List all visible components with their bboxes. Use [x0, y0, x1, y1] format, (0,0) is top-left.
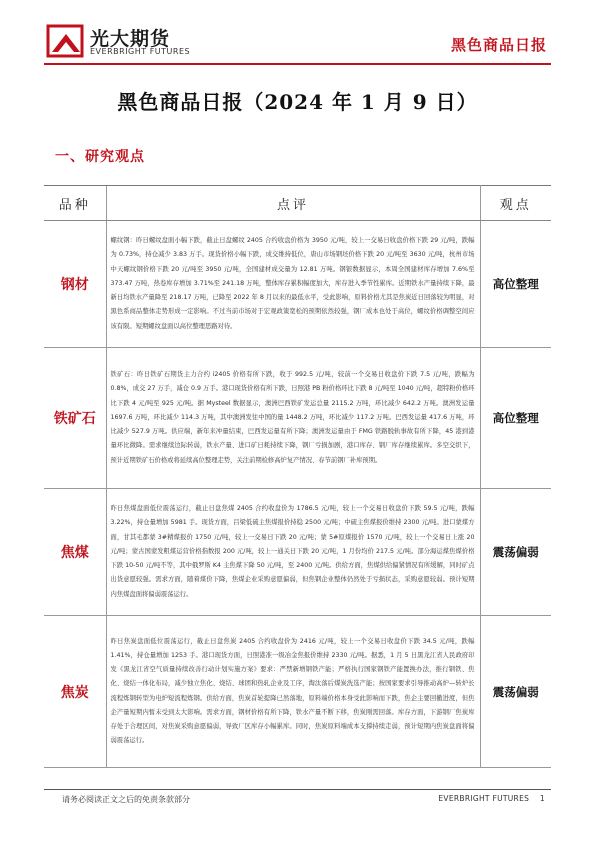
- page-title: 黑色商品日报（2024 年 1 月 9 日）: [117, 90, 478, 114]
- commodity-comment: 螺纹钢：昨日螺纹盘面小幅下跌，截止日盘螺纹 2405 合约收盘价格为 3950 元/吨，较上一交易日收盘价格下跌 29 元/吨，跌幅为 0.73%，持仓减少 3.83 万手。现货价格小幅下跌，成交维持低位，唐山市场钢坯价格下跌 20 元/吨至 3630 元/吨，杭州市场中天螺纹钢价格下跌 20 元/吨至 3950 元/吨，全国建材成交量为 12.81 万吨。钢银数据显示，本周全国建材库存增加 7.6%至 373.47 万吨，热卷库存增加 3.71%至 241.18 万吨，整体库存累积幅度加大，库存进入季节性累库。近期铁水产量持续下降，最新日均铁水产量降至 218.17 万吨，已降至 2022 年 8 月以来的最低水平，受此影响，原料价格尤其是焦炭近日回落较为明显，对黑色系商品整体走势形成一定影响。不过当前市场对于宏观政策宽松的预期依然较强，钢厂成本也处于高位，螺纹价格调整空间应该有限。短期螺纹盘面以高位整理思路对待。: [106, 221, 480, 348]
- commodity-comment: 昨日焦炭盘面低位震荡运行，截止日盘焦炭 2405 合约收盘价为 2416 元/吨，较上一个交易日收盘价下跌 34.5 元/吨，跌幅 1.41%，持仓量增加 1253 手。港口现货方面，日照港准一级冶金焦报价维持 2330 元/吨。据悉，1 月 5 日黑龙江省人民政府印发《黑龙江省空气质量持续改善行动计划实施方案》要求：严禁新增钢铁产能；严格执行国家钢铁产能置换办法，推行钢铁、焦化、烧结一体化布局，减少独立焦化、烧结、球团和热轧企业及工序，淘汰落后煤炭洗选产能；按国家要求引导推动高炉—转炉长流程炼钢转型为电炉短流程炼钢。供给方面，焦炭首轮提降已然落地，原料端价格本身受此影响而下跌，焦企主要回撤进度，但焦企产量短期内暂未受到太大影响。需求方面，钢材价格有所下降，铁水产量不断下移，焦炭刚需回落。库存方面，下游钢厂焦炭库存处于合理区间，对焦炭采购意愿偏弱，导致厂区库存小幅累库。同时，焦炭原料端成本支撑持续走弱，预计短期内焦炭盘面将偏弱震荡运行。: [106, 616, 480, 768]
- commodity-comment: 昨日焦煤盘面低位震荡运行，截止日盘焦煤 2405 合约收盘价为 1786.5 元/吨，较上一个交易日收盘价下跌 59.5 元/吨，跌幅 3.22%，持仓量增加 5981 手。现货方面，吕梁低硫主焦煤报价持稳 2500 元/吨；中硫主焦煤报价维持 2300 元/吨。进口蒙煤方面，甘其毛都蒙 3#精煤报价 1750 元/吨，较上一交易日下跌 20 元/吨；蒙 5#原煤报价 1570 元/吨，较上一个交易日上涨 20 元/吨；蒙古国蒙发粗煤运营价格指数报 200 元/吨，较上一通关日下跌 20 元/吨，1 月份均价 217.5 元/吨。部分海运煤焦煤价格下跌 10-50 元/吨不等，其中俄罗斯 K4 主焦煤下降 50 元/吨，至 2400 元/吨。供给方面，焦煤供给偏紧情况有所缓解，同时矿点出货意愿较强。需求方面，随着煤价下降，焦煤企业采购意愿偏弱，但焦钢企业整体仍然处于亏损状态，采购意愿较弱。预计短期内焦煤盘面将偏弱震荡运行。: [106, 489, 480, 616]
- commodity-view: 震荡偏弱: [480, 489, 551, 616]
- section-heading: 一、研究观点: [55, 149, 145, 165]
- header-divider: [44, 63, 551, 65]
- table-row: [44, 221, 551, 348]
- page-header: [0, 0, 595, 70]
- column-header-commodity: 品种: [44, 186, 106, 221]
- report-name: 黑色商品日报: [450, 36, 547, 54]
- commodity-comment: 铁矿石：昨日铁矿石期货主力合约 i2405 价格有所下跌，收于 992.5 元/吨，较前一个交易日收盘价下跌 7.5 元/吨，跌幅为 0.8%，成交 27 万手，减仓 0.9 万手。港口现货价格有所下跌，日照港 PB 粉价格环比下跌 8 元/吨至 1040 元/吨，超特粉价格环比下跌 4 元/吨至 925 元/吨。据 Mysteel 数据显示，澳洲巴西铁矿发运总量 2115.2 万吨，环比减少 642.2 万吨。澳洲发运量 1697.6 万吨，环比减少 114.3 万吨，其中澳洲发往中国的量 1448.2 万吨，环比减少 117.2 万吨。巴西发运量 417.6 万吨，环比减少 527.9 万吨。供应端，新年来冲量结束，巴西发运量有所下降；澳洲发运量由于 FMG 铁路脱轨事故有所下降，45 港到港量环比微降。需求继续边际转弱，铁水产量、进口矿日耗持续下降，钢厂亏损加剧，港口库存、钢厂库存继续累库。多空交织下，预计近期铁矿石价格或将延续高位整理走势，关注前期检修高炉复产情况、春节前钢厂补库预期。: [106, 348, 480, 489]
- column-header-comment: 点评: [106, 186, 480, 221]
- everbright-logo-icon: [46, 22, 86, 58]
- commodity-name: 钢材: [44, 221, 106, 348]
- logo-text-cn: 光大期货: [90, 28, 171, 50]
- footer-company: EVERBRIGHT FUTURES: [438, 794, 530, 803]
- footer-disclaimer: 请务必阅读正文之后的免责条款部分: [62, 795, 190, 804]
- column-header-view: 观点: [480, 186, 551, 221]
- table-row: [44, 348, 551, 489]
- commodity-view: 震荡偏弱: [480, 616, 551, 768]
- commodity-name: 铁矿石: [44, 348, 106, 489]
- commodity-table: [44, 185, 551, 768]
- logo-text-en: EVERBRIGHT FUTURES: [90, 47, 191, 56]
- footer-company-page: [438, 794, 545, 803]
- page-number: 1: [539, 794, 545, 803]
- commodity-name: 焦炭: [44, 616, 106, 768]
- commodity-view: 高位整理: [480, 221, 551, 348]
- table-header-row: [44, 186, 551, 221]
- table-row: [44, 616, 551, 768]
- commodity-view: 高位整理: [480, 348, 551, 489]
- footer-divider: [44, 789, 551, 790]
- commodity-name: 焦煤: [44, 489, 106, 616]
- table-row: [44, 489, 551, 616]
